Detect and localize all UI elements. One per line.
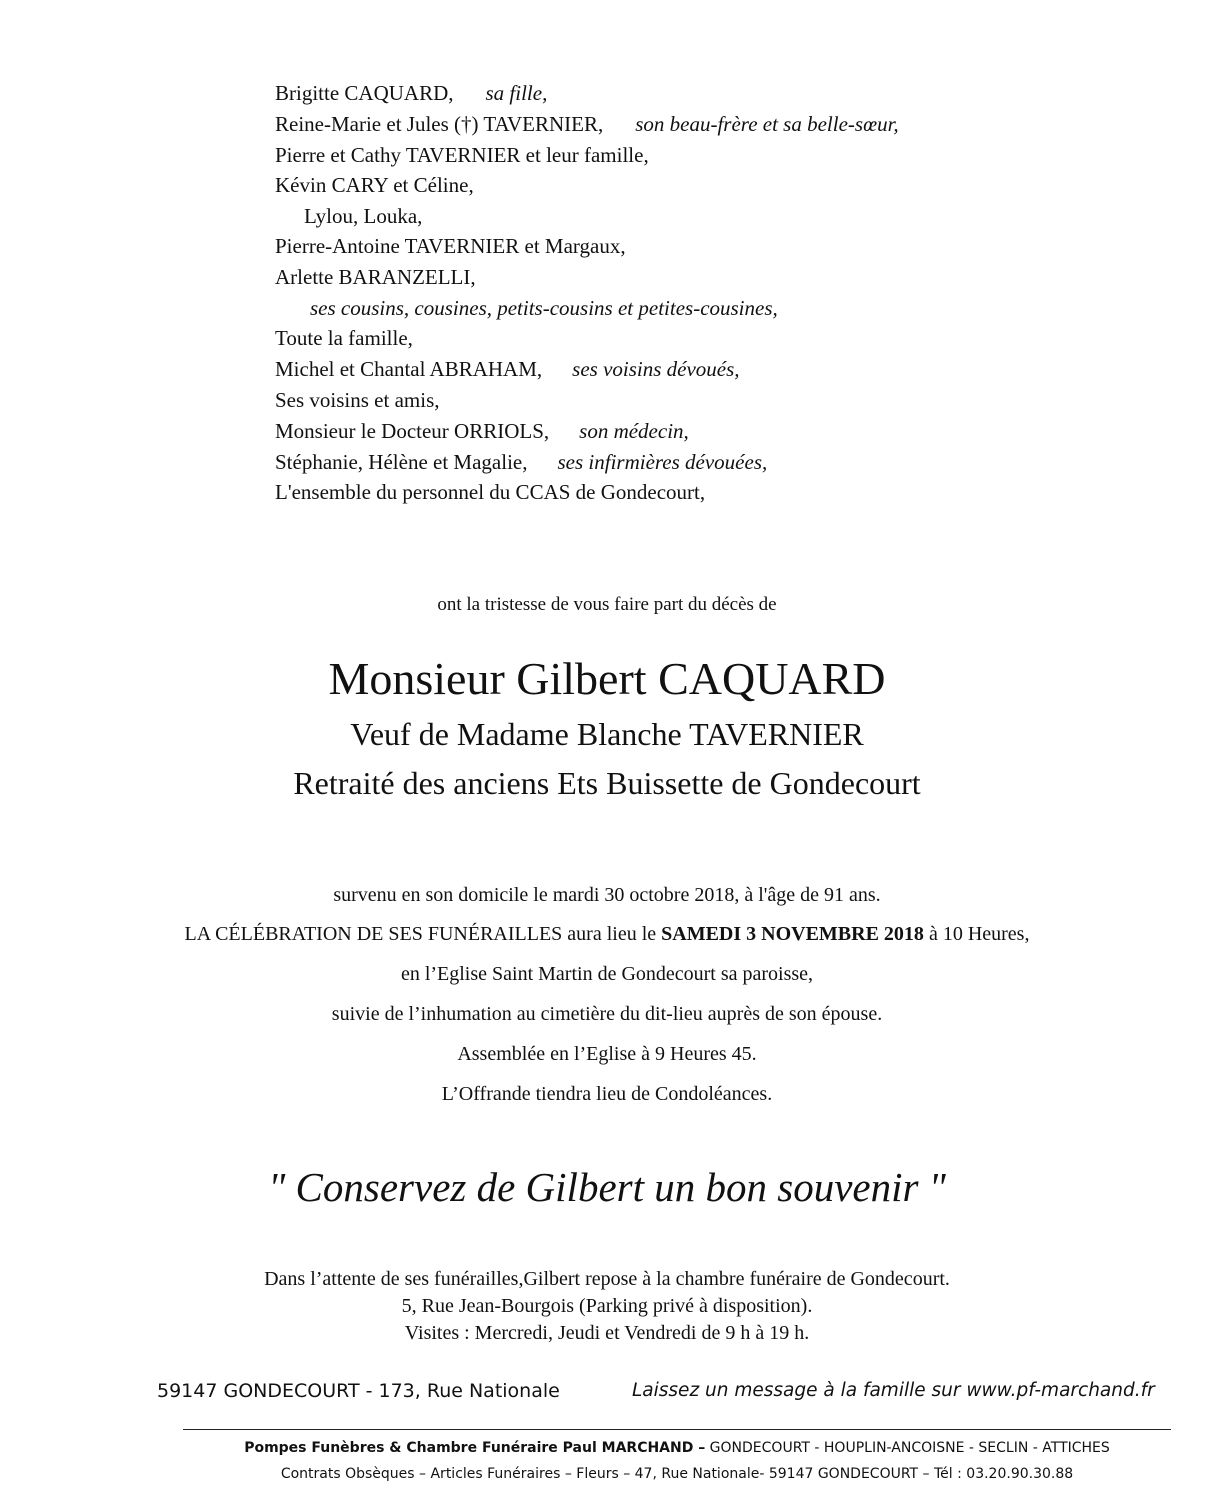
family-line xyxy=(275,80,547,106)
family-name: Kévin CARY et Céline, xyxy=(275,173,474,197)
family-name: Ses voisins et amis, xyxy=(275,388,440,412)
family-relation: son médecin, xyxy=(579,419,689,443)
family-name: Arlette BARANZELLI, xyxy=(275,265,476,289)
family-line xyxy=(275,449,767,475)
footer-message-link[interactable]: Laissez un message à la famille sur www.pf-marchand.fr xyxy=(632,1380,1155,1401)
memorial-quote: " Conservez de Gilbert un bon souvenir " xyxy=(268,1164,946,1210)
rest-address: 5, Rue Jean-Bourgois (Parking privé à disposition). xyxy=(401,1295,813,1317)
family-name: Stéphanie, Hélène et Magalie, xyxy=(275,450,528,474)
deceased-subtitle-retired: Retraité des anciens Ets Buissette de Gondecourt xyxy=(293,765,921,801)
celebration-date: SAMEDI 3 NOVEMBRE 2018 xyxy=(661,923,924,945)
family-name: Monsieur le Docteur ORRIOLS, xyxy=(275,419,550,443)
family-name: Pierre et Cathy TAVERNIER et leur famille, xyxy=(275,143,649,167)
family-line xyxy=(310,295,778,321)
company-name: Pompes Funèbres & Chambre Funéraire Paul MARCHAND – xyxy=(244,1440,706,1456)
announcement-intro: ont la tristesse de vous faire part du décès de xyxy=(437,594,777,615)
family-name: Reine-Marie et Jules (†) TAVERNIER, xyxy=(275,112,604,136)
family-line xyxy=(304,203,422,229)
assembly-line: Assemblée en l’Eglise à 9 Heures 45. xyxy=(457,1043,757,1065)
family-line xyxy=(275,142,649,168)
family-line xyxy=(275,418,689,444)
family-relation: sa fille, xyxy=(485,81,548,105)
family-line xyxy=(275,387,440,413)
family-line xyxy=(275,233,626,259)
family-relation: ses infirmières dévouées, xyxy=(557,450,768,474)
rest-line: Dans l’attente de ses funérailles,Gilbert repose à la chambre funéraire de Gondecourt. xyxy=(264,1268,950,1290)
family-line xyxy=(275,356,740,382)
company-name-line xyxy=(183,1440,1171,1456)
family-name: Lylou, Louka, xyxy=(304,204,423,228)
footer-divider xyxy=(183,1429,1171,1430)
deceased-name: Monsieur Gilbert CAQUARD xyxy=(328,653,886,704)
family-relation: ses cousins, cousines, petits-cousins et petites-cousines, xyxy=(310,296,778,320)
celebration-text: LA CÉLÉBRATION DE SES FUNÉRAILLES aura lieu le xyxy=(184,923,662,945)
family-name: Pierre-Antoine TAVERNIER et Margaux, xyxy=(275,234,626,258)
family-relation: son beau-frère et sa belle-sœur, xyxy=(635,112,899,136)
church-line: en l’Eglise Saint Martin de Gondecourt sa paroisse, xyxy=(400,963,814,985)
visiting-hours: Visites : Mercredi, Jeudi et Vendredi de 9 h à 19 h. xyxy=(404,1322,810,1344)
burial-line: suivie de l’inhumation au cimetière du dit-lieu auprès de son épouse. xyxy=(331,1003,883,1025)
family-line xyxy=(275,172,474,198)
family-relation: ses voisins dévoués, xyxy=(572,357,740,381)
family-line xyxy=(275,479,705,505)
footer-address: 59147 GONDECOURT - 173, Rue Nationale xyxy=(157,1380,560,1402)
death-notice-line: survenu en son domicile le mardi 30 octobre 2018, à l'âge de 91 ans. xyxy=(333,884,881,906)
family-name: Michel et Chantal ABRAHAM, xyxy=(275,357,543,381)
offering-line: L’Offrande tiendra lieu de Condoléances. xyxy=(441,1083,773,1105)
family-name: Brigitte CAQUARD, xyxy=(275,81,454,105)
company-locations: GONDECOURT - HOUPLIN-ANCOISNE - SECLIN - ATTICHES xyxy=(705,1440,1110,1456)
celebration-line xyxy=(0,923,1214,946)
family-line xyxy=(275,264,476,290)
family-name: L'ensemble du personnel du CCAS de Gondecourt, xyxy=(275,480,706,504)
family-name: Toute la famille, xyxy=(275,326,413,350)
family-line xyxy=(275,325,413,351)
celebration-time: à 10 Heures, xyxy=(923,923,1030,945)
company-contact-line: Contrats Obsèques – Articles Funéraires – Fleurs – 47, Rue Nationale- 59147 GONDECOURT – Tél : 03.20.90.30.88 xyxy=(280,1466,1074,1482)
family-line xyxy=(275,111,899,137)
deceased-subtitle-widower: Veuf de Madame Blanche TAVERNIER xyxy=(350,716,864,752)
